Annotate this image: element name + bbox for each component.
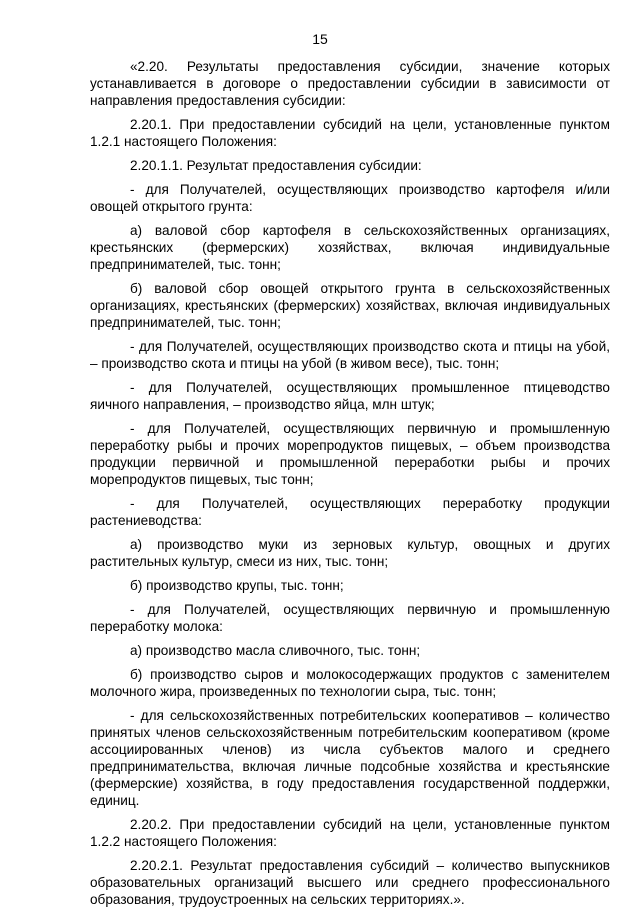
paragraph: б) производство крупы, тыс. тонн; (130, 578, 344, 593)
paragraph: - для Получателей, осуществляющих промышленное птицеводство яичного направления, – производство яйца, млн штук; (90, 380, 610, 412)
paragraph: - для Получателей, осуществляющих переработку продукции растениеводства: (90, 496, 610, 528)
paragraph: - для Получателей, осуществляющих производство картофеля и/или овощей открытого грунта: (90, 182, 610, 214)
page-number: 15 (312, 31, 328, 47)
paragraph: а) валовой сбор картофеля в сельскохозяйственных организациях, крестьянских (фермерских) хозяйствах, включая индивидуальные предпринимателей, тыс. тонн; (90, 223, 610, 272)
paragraph: «2.20. Результаты предоставления субсидии, значение которых устанавливается в договоре о предоставлении субсидии в зависимости от направления предоставления субсидии: (90, 59, 610, 108)
paragraph: - для Получателей, осуществляющих первичную и промышленную переработку молока: (90, 602, 610, 634)
paragraph: б) производство сыров и молокосодержащих продуктов с заменителем молочного жира, произведенных по технологии сыра, тыс. тонн; (90, 667, 610, 699)
paragraph: - для сельскохозяйственных потребительских кооперативов – количество принятых членов сельскохозяйственным потребительским кооперативом (кроме ассоциированных членов) из числа субъектов малого и среднего предпринимательства, включая личные подсобные хозяйства и крестьянские (фермерские) хозяйства, в году предоставления государственной поддержки, единиц. (90, 708, 610, 808)
paragraph: а) производство муки из зерновых культур, овощных и других растительных культур, смеси из них, тыс. тонн; (90, 537, 610, 569)
paragraph: 2.20.2.1. Результат предоставления субсидий – количество выпускников образовательных организаций высшего или среднего профессионального образования, трудоустроенных на сельских территориях.». (90, 858, 610, 907)
document-body (90, 58, 610, 915)
paragraph: а) производство масла сливочного, тыс. тонн; (130, 643, 421, 658)
paragraph: 2.20.1.1. Результат предоставления субсидии: (130, 158, 422, 173)
paragraph: б) валовой сбор овощей открытого грунта в сельскохозяйственных организациях, крестьянских (фермерских) хозяйствах, включая индивидуальных предпринимателей, тыс. тонн; (90, 281, 610, 330)
paragraph: 2.20.2. При предоставлении субсидий на цели, установленные пунктом 1.2.2 настоящего Положения: (90, 817, 610, 849)
paragraph: - для Получателей, осуществляющих первичную и промышленную переработку рыбы и прочих морепродуктов пищевых, – объем производства продукции первичной и промышленной переработки рыбы и прочих морепродуктов пищевых, тыс тонн; (90, 421, 610, 487)
paragraph: - для Получателей, осуществляющих производство скота и птицы на убой, – производство скота и птицы на убой (в живом весе), тыс. тонн; (90, 339, 610, 371)
paragraph: 2.20.1. При предоставлении субсидий на цели, установленные пунктом 1.2.1 настоящего Положения: (90, 117, 610, 149)
